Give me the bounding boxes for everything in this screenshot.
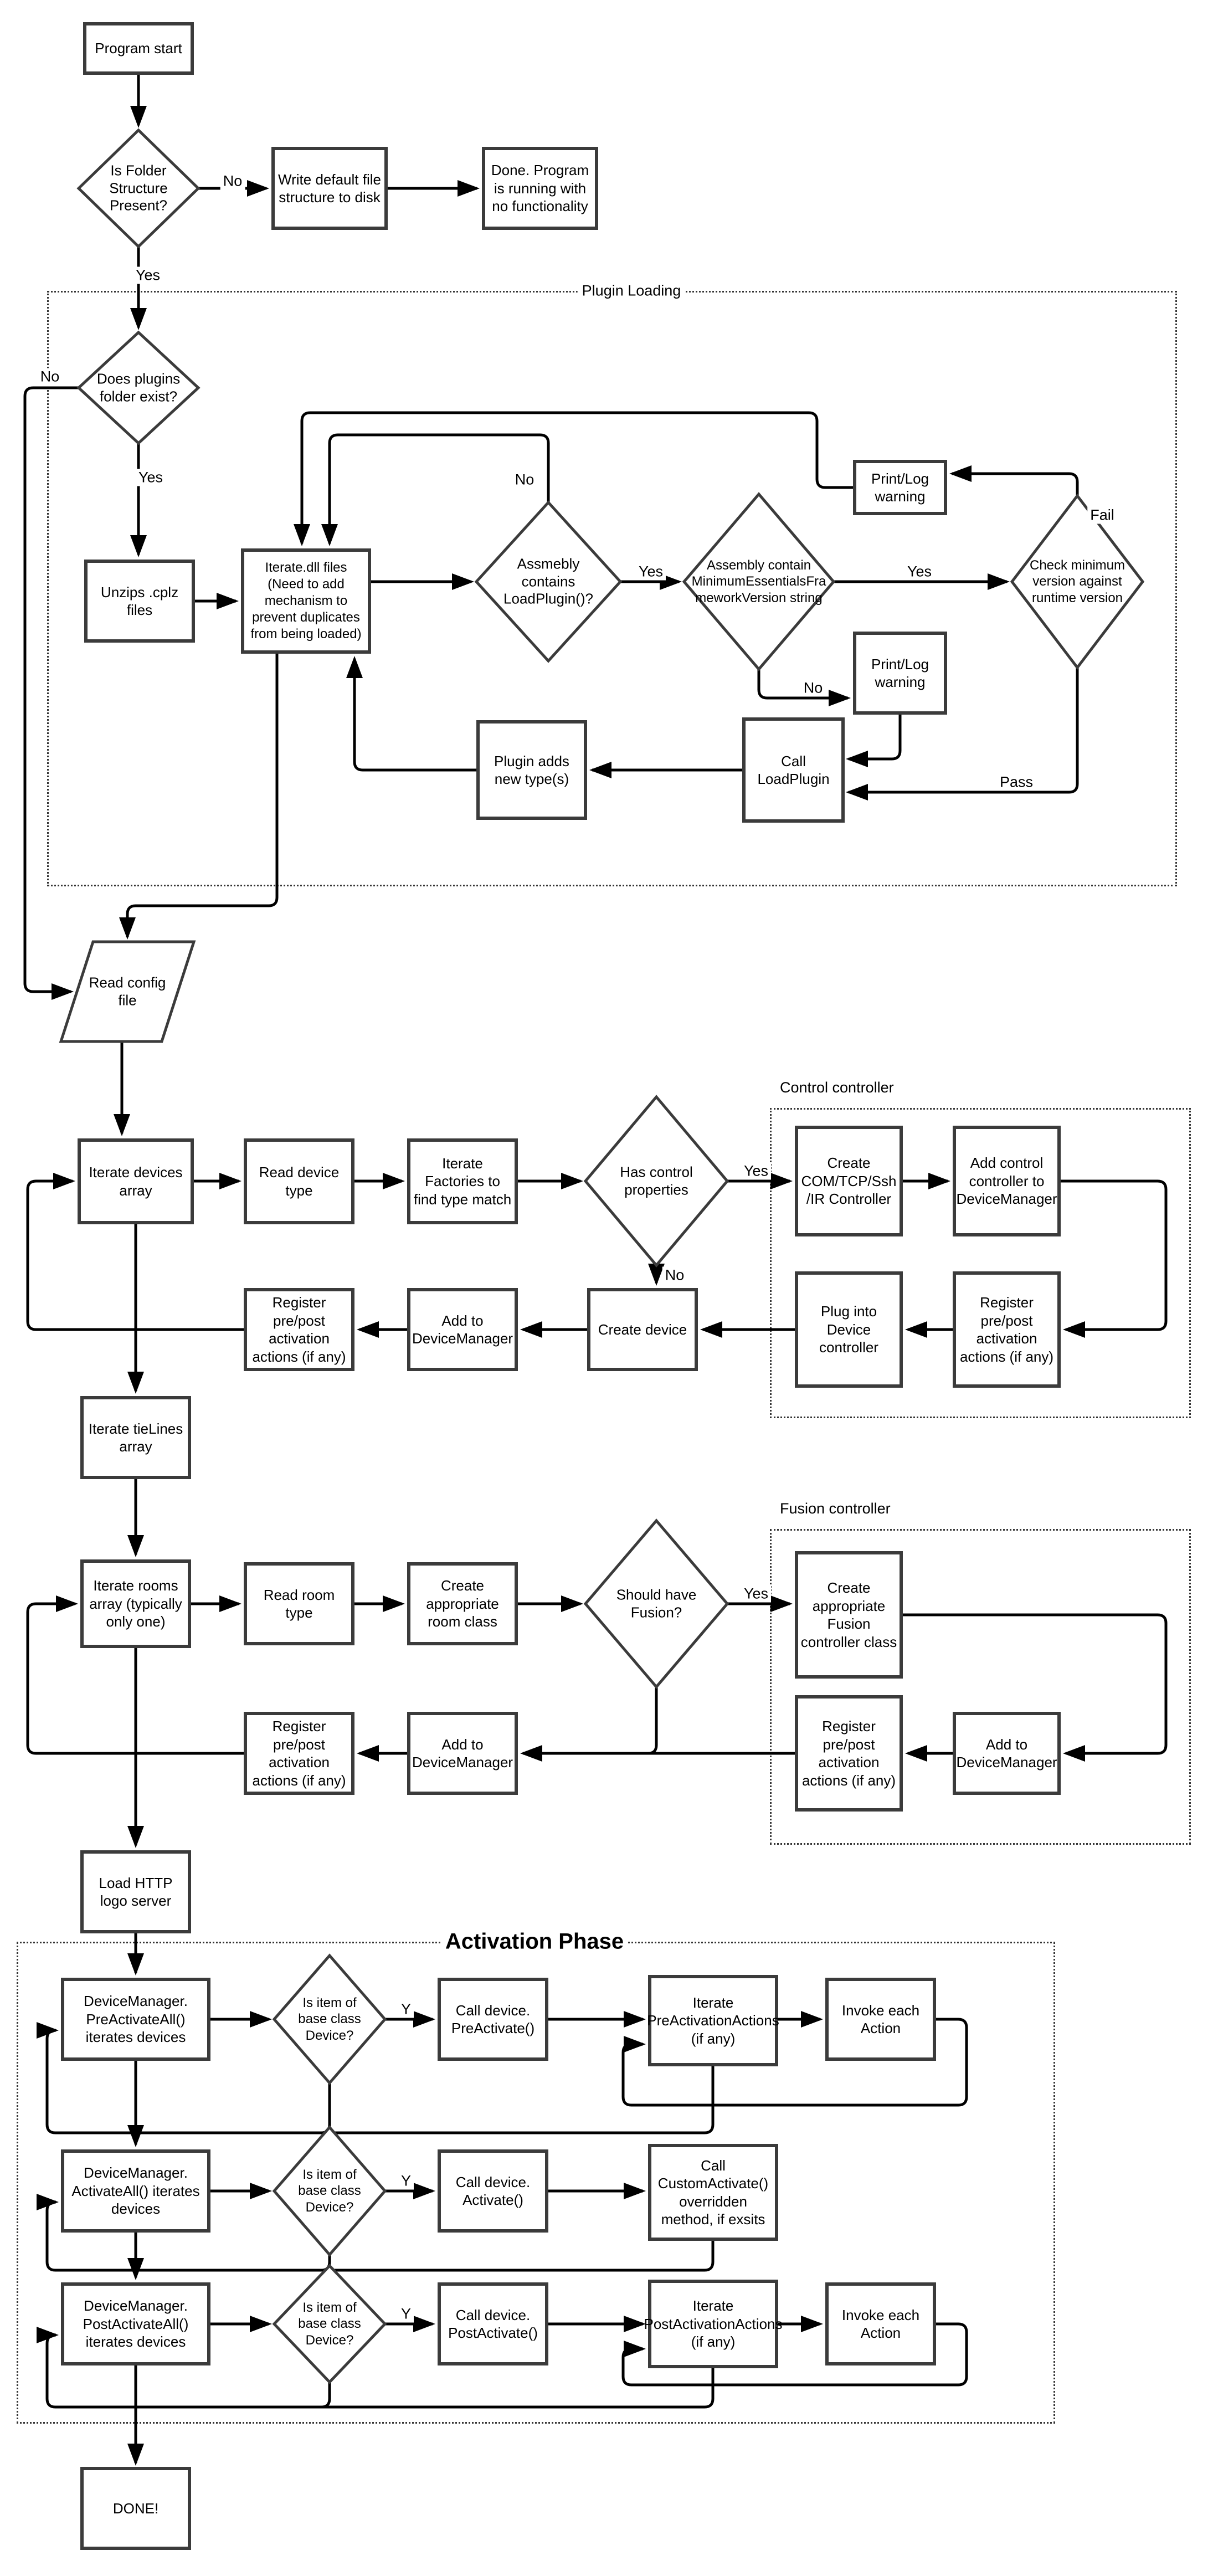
node-load-http-logo: Load HTTP logo server [80, 1850, 191, 1933]
node-dm-postactivateall: DeviceManager. PostActivateAll() iterates devices [61, 2282, 210, 2365]
edge-label-checkmin-pass: Pass [997, 774, 1036, 791]
label-is-base-device-1: Is item of base class Device? [298, 1995, 361, 2043]
edge-label-miness-no: No [801, 680, 826, 697]
node-call-activate: Call device. Activate() [438, 2149, 548, 2233]
label-is-folder-present: Is Folder Structure Present? [109, 162, 168, 214]
plugin-loading-label: Plugin Loading [578, 283, 686, 300]
node-call-preactivate: Call device. PreActivate() [438, 1978, 548, 2061]
node-dm-preactivateall: DeviceManager. PreActivateAll() iterates devices [61, 1978, 210, 2061]
node-iterate-postactivation: Iterate PostActivationActions (if any) [648, 2280, 778, 2368]
node-read-device-type: Read device type [244, 1138, 354, 1224]
edge-label-loadplugin-yes: Yes [636, 563, 666, 581]
edge-label-miness-yes: Yes [904, 563, 934, 581]
node-write-default: Write default file structure to disk [271, 147, 388, 230]
node-create-room-class: Create appropriate room class [407, 1562, 518, 1645]
node-call-customactivate: Call CustomActivate() overridden method, if exsits [648, 2144, 778, 2241]
label-assembly-contains-minimum: Assembly contain MinimumEssentialsFrameworkVersion string [691, 558, 826, 605]
edge-label-fusion-yes: Yes [741, 1585, 771, 1603]
label-does-plugins-exist: Does plugins folder exist? [96, 370, 181, 404]
node-plug-into-device-controller: Plug into Device controller [795, 1271, 903, 1388]
node-invoke-each-action-1: Invoke each Action [825, 1978, 936, 2061]
edge-label-folder-no: No [220, 173, 245, 190]
edge-label-folder-yes: Yes [133, 267, 163, 284]
edge-label-base1-y: Y [398, 2001, 414, 2018]
node-add-control-controller: Add control controller to DeviceManager [953, 1126, 1061, 1236]
node-register-prepost-fusion: Register pre/post activation actions (if any) [795, 1695, 903, 1812]
node-create-com-controller: Create COM/TCP/Ssh /IR Controller [795, 1126, 903, 1236]
node-done: DONE! [80, 2467, 191, 2550]
node-program-start: Program start [83, 22, 194, 75]
node-done-no-functionality: Done. Program is running with no functionality [482, 147, 598, 230]
node-iterate-tielines: Iterate tieLines array [80, 1396, 191, 1479]
node-unzips-cplz: Unzips .cplz files [84, 560, 195, 643]
node-add-to-devicemanager-fusion: Add to DeviceManager [953, 1712, 1061, 1795]
node-iterate-dll: Iterate.dll files (Need to add mechanism to prevent duplicates from being loaded) [241, 548, 371, 654]
node-print-log-warning-no: Print/Log warning [853, 632, 947, 715]
node-register-prepost-device: Register pre/post activation actions (if any) [244, 1288, 354, 1371]
label-check-minimum-version: Check minimum version against runtime version [1029, 558, 1126, 605]
label-has-control-properties: Has control properties [620, 1163, 693, 1198]
activation-phase-label: Activation Phase [441, 1930, 628, 1954]
node-add-to-devicemanager-room: Add to DeviceManager [407, 1712, 518, 1795]
node-iterate-devices: Iterate devices array [78, 1138, 194, 1224]
node-create-fusion-controller: Create appropriate Fusion controller class [795, 1551, 903, 1679]
fusion-controller-label: Fusion controller [775, 1500, 895, 1517]
node-call-loadplugin: Call LoadPlugin [742, 717, 845, 823]
node-dm-activateall: DeviceManager. ActivateAll() iterates devices [61, 2149, 210, 2233]
node-iterate-rooms: Iterate rooms array (typically only one) [80, 1559, 191, 1648]
node-iterate-factories: Iterate Factories to find type match [407, 1138, 518, 1224]
edge-label-plugins-no: No [38, 368, 63, 386]
label-is-base-device-2: Is item of base class Device? [298, 2167, 361, 2215]
node-print-log-warning-fail: Print/Log warning [853, 460, 947, 515]
label-assembly-contains-loadplugin: Assmebly contains LoadPlugin()? [503, 555, 593, 607]
edge-label-checkmin-fail: Fail [1087, 507, 1117, 524]
node-iterate-preactivation: Iterate PreActivationActions (if any) [648, 1975, 778, 2066]
node-register-prepost-room: Register pre/post activation actions (if any) [244, 1712, 354, 1795]
edge-label-loadplugin-no: No [512, 471, 537, 489]
edge-label-base2-y: Y [398, 2173, 414, 2190]
control-controller-label: Control controller [775, 1079, 898, 1096]
node-create-device: Create device [587, 1288, 698, 1371]
label-should-have-fusion: Should have Fusion? [616, 1586, 697, 1620]
label-is-base-device-3: Is item of base class Device? [298, 2300, 361, 2348]
edge-label-hascontrol-no: No [662, 1267, 687, 1284]
node-read-room-type: Read room type [244, 1562, 354, 1645]
node-register-prepost-control: Register pre/post activation actions (if any) [953, 1271, 1061, 1388]
edge-label-base3-y: Y [398, 2306, 414, 2323]
label-read-config-file: Read config file [89, 974, 166, 1008]
edge-label-hascontrol-yes: Yes [741, 1163, 771, 1180]
edge-label-plugins-yes: Yes [136, 469, 166, 486]
node-call-postactivate: Call device. PostActivate() [438, 2282, 548, 2365]
node-plugin-adds-types: Plugin adds new type(s) [476, 720, 587, 820]
node-add-to-devicemanager-device: Add to DeviceManager [407, 1288, 518, 1371]
node-invoke-each-action-2: Invoke each Action [825, 2282, 936, 2365]
